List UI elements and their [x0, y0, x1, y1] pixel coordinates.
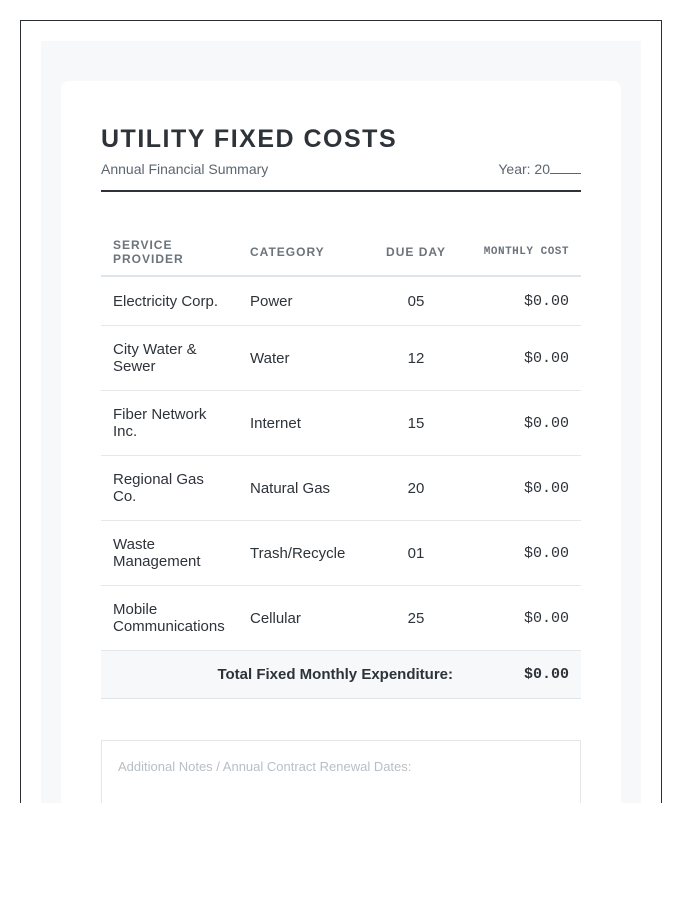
monthly-cost-cell: $0.00 — [463, 276, 581, 326]
table-header-row — [101, 229, 581, 276]
due-day-cell: 01 — [369, 521, 463, 586]
total-value: $0.00 — [463, 651, 581, 699]
provider-cell: Waste Management — [101, 521, 238, 586]
due-day-cell: 12 — [369, 326, 463, 391]
monthly-cost-cell: $0.00 — [463, 391, 581, 456]
provider-cell: Electricity Corp. — [101, 276, 238, 326]
category-cell: Internet — [238, 391, 369, 456]
document-card — [61, 81, 621, 803]
notes-field[interactable] — [101, 740, 581, 803]
header-monthly-cost: MONTHLY COST — [463, 229, 581, 276]
header-service-provider-line2: PROVIDER — [113, 252, 184, 266]
page-backdrop — [41, 41, 641, 803]
year-field — [498, 161, 581, 177]
table-row — [101, 276, 581, 326]
header-due-day: DUE DAY — [369, 229, 463, 276]
page-frame — [20, 20, 662, 803]
category-cell: Trash/Recycle — [238, 521, 369, 586]
due-day-cell: 20 — [369, 456, 463, 521]
total-label: Total Fixed Monthly Expenditure: — [101, 651, 463, 699]
table-row — [101, 586, 581, 651]
provider-cell: Fiber Network Inc. — [101, 391, 238, 456]
provider-cell: City Water & Sewer — [101, 326, 238, 391]
notes-placeholder: Additional Notes / Annual Contract Renewal Dates: — [118, 759, 412, 774]
category-cell: Natural Gas — [238, 456, 369, 521]
table-row — [101, 326, 581, 391]
category-cell: Power — [238, 276, 369, 326]
year-label: Year: 20 — [498, 161, 550, 177]
category-cell: Cellular — [238, 586, 369, 651]
monthly-cost-cell: $0.00 — [463, 456, 581, 521]
page-title: UTILITY FIXED COSTS — [101, 125, 398, 153]
header-divider — [101, 190, 581, 192]
table-row — [101, 456, 581, 521]
due-day-cell: 15 — [369, 391, 463, 456]
due-day-cell: 25 — [369, 586, 463, 651]
table-row — [101, 391, 581, 456]
monthly-cost-cell: $0.00 — [463, 326, 581, 391]
header-category: CATEGORY — [238, 229, 369, 276]
header-service-provider — [101, 229, 238, 276]
provider-cell: Mobile Communications — [101, 586, 238, 651]
year-blank-line — [550, 161, 581, 174]
fixed-costs-table — [101, 229, 581, 699]
provider-cell: Regional Gas Co. — [101, 456, 238, 521]
total-row — [101, 651, 581, 699]
page-subtitle: Annual Financial Summary — [101, 161, 269, 177]
due-day-cell: 05 — [369, 276, 463, 326]
header-service-provider-line1: SERVICE — [113, 238, 173, 252]
monthly-cost-cell: $0.00 — [463, 586, 581, 651]
monthly-cost-cell: $0.00 — [463, 521, 581, 586]
category-cell: Water — [238, 326, 369, 391]
table-row — [101, 521, 581, 586]
